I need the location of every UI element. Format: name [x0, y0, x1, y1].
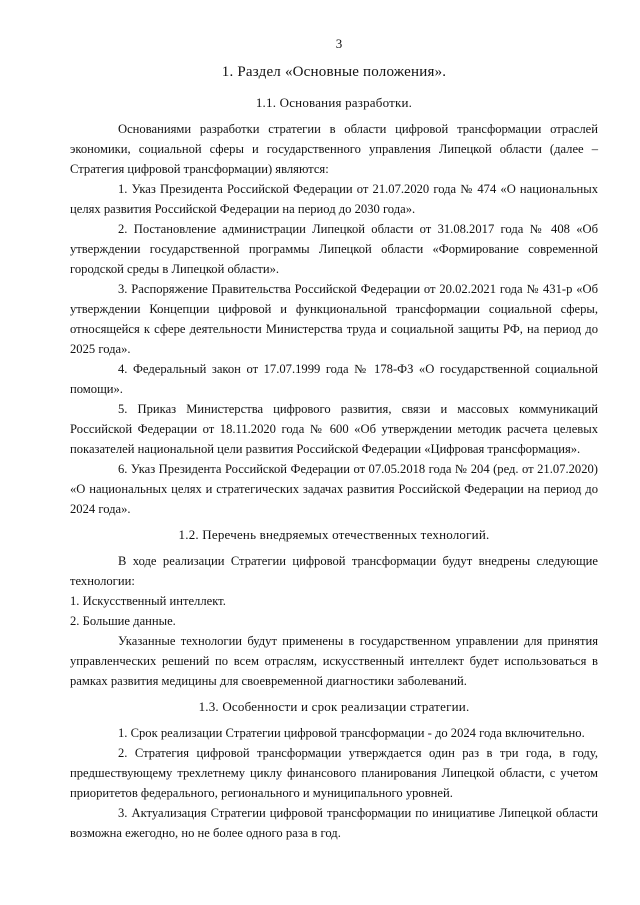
page-number: 3: [335, 36, 343, 51]
paragraph: В ходе реализации Стратегии цифровой трансформации будут внедрены следующие технологии:: [70, 554, 598, 588]
section-title: 1. Раздел «Основные положения».: [221, 64, 447, 80]
list-item: 2. Большие данные.: [70, 614, 176, 628]
paragraph: Указанные технологии будут применены в государственном управлении для принятия управленческих решений по всем отраслям, искусственный интеллект будет использоваться в рамках развития медицины для своевременной диагностики заболеваний.: [70, 634, 598, 688]
paragraph: 6. Указ Президента Российской Федерации от 07.05.2018 года № 204 (ред. от 21.07.2020) «О национальных целях и стратегических задачах развития Российской Федерации на период до 2024 года».: [70, 462, 598, 516]
paragraph: 3. Распоряжение Правительства Российской Федерации от 20.02.2021 года № 431-р «Об утверждении Концепции цифровой и функциональной трансформации социальной сферы, относящейся к сфере деятельности Министерства труда и социальной защиты РФ, на период до 2025 года».: [70, 282, 598, 356]
paragraph: 4. Федеральный закон от 17.07.1999 года № 178-ФЗ «О государственной социальной помощи».: [70, 362, 598, 396]
paragraph: 2. Стратегия цифровой трансформации утверждается один раз в три года, в году, предшествующему трехлетнему циклу финансового планирования Липецкой области, с учетом приоритетов федерального, регионального и муниципального уровней.: [70, 746, 598, 800]
subsection-title-1-1: 1.1. Основания разработки.: [255, 95, 413, 110]
paragraph: 3. Актуализация Стратегии цифровой трансформации по инициативе Липецкой области возможна ежегодно, но не более одного раза в год.: [70, 806, 598, 840]
subsection-title-1-3: 1.3. Особенности и срок реализации стратегии.: [198, 699, 470, 714]
list-item: 1. Искусственный интеллект.: [70, 594, 226, 608]
paragraph: 2. Постановление администрации Липецкой области от 31.08.2017 года № 408 «Об утверждении государственной программы Липецкой области «Формирование современной городской среды в Липецкой области».: [70, 222, 598, 276]
paragraph: 1. Срок реализации Стратегии цифровой трансформации - до 2024 года включительно.: [118, 726, 585, 740]
paragraph: Основаниями разработки стратегии в области цифровой трансформации отраслей экономики, социальной сферы и государственного управления Липецкой области (далее – Стратегия цифровой трансформации) являются:: [70, 122, 598, 176]
subsection-title-1-2: 1.2. Перечень внедряемых отечественных технологий.: [178, 527, 490, 542]
paragraph: 1. Указ Президента Российской Федерации от 21.07.2020 года № 474 «О национальных целях развития Российской Федерации на период до 2030 года».: [70, 182, 598, 216]
paragraph: 5. Приказ Министерства цифрового развития, связи и массовых коммуникаций Российской Федерации от 18.11.2020 года № 600 «Об утверждении методик расчета целевых показателей национальной цели развития Российской Федерации «Цифровая трансформация».: [70, 402, 598, 456]
